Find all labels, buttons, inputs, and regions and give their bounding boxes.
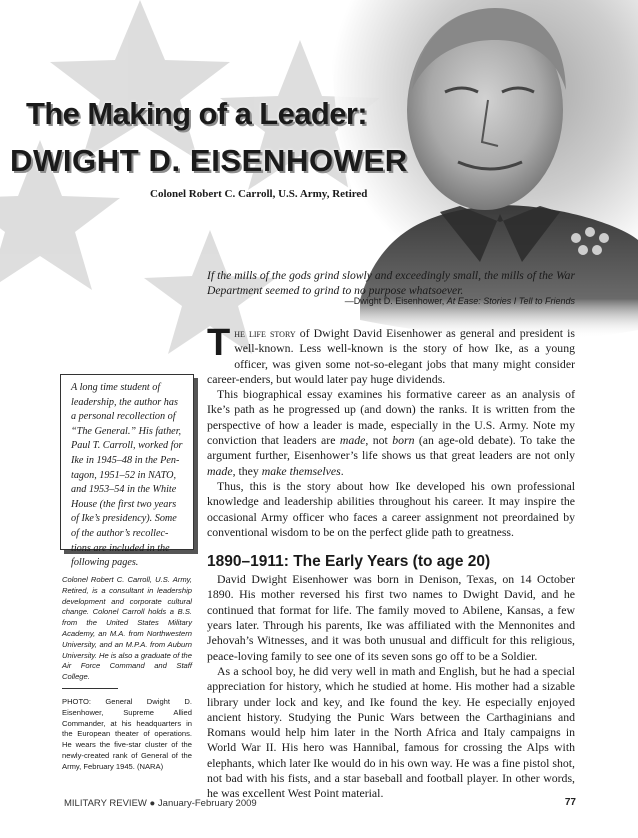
- footer-journal-info: [64, 798, 257, 809]
- sidebox-line: tagon, 1951–52 in NATO,: [71, 469, 176, 481]
- sidebox-line: tions are included in the: [71, 542, 170, 554]
- epigraph-attribution: [207, 296, 575, 306]
- lead-in-smallcaps: he life story: [234, 326, 296, 340]
- sidebox-line: of the author’s recollec-: [71, 527, 169, 539]
- page-number: 77: [564, 797, 576, 808]
- paragraph-2-text: (an age-old debate). To take the argument further, Eisenhower’s life shows us that great leaders are not only: [207, 433, 575, 463]
- sidebox-line: leadership, the author has: [71, 396, 178, 408]
- epigraph-attribution-prefix: —Dwight D. Eisenhower,: [344, 296, 447, 306]
- emphasis-born: born: [392, 433, 415, 448]
- paragraph-2-text: .: [340, 463, 344, 478]
- footer-bullet: ●: [149, 798, 156, 809]
- photo-caption: PHOTO: General Dwight D. Eisenhower, Supreme Allied Commander, at his headquarters in the European theater of operations. He wears the five-star cluster of the newly-created rank of General of the Army, February 1945. (NARA): [62, 697, 192, 771]
- article-title-line1: The Making of a Leader:: [26, 96, 368, 131]
- epigraph-source-title: At Ease: Stories I Tell to Friends: [446, 296, 575, 306]
- sidebox-line: a personal recollection of: [71, 411, 176, 423]
- paragraph-2-text: , they: [232, 463, 262, 478]
- sidebox-line: House (the first two years: [71, 498, 177, 510]
- sidebox-line: A long time student of: [71, 382, 161, 393]
- sidebox-line: and 1953–54 in the White: [71, 484, 177, 496]
- body-paragraph-2: [207, 387, 575, 479]
- paragraph-2-text: , not: [365, 433, 393, 448]
- author-sidebox: [60, 374, 194, 569]
- emphasis-made: made: [339, 433, 366, 448]
- body-paragraph-1: [207, 322, 575, 387]
- issue-date: January-February 2009: [157, 798, 257, 809]
- paragraph-1-text: of Dwight David Eisenhower as general and president is well-known. Less well-known is the story of how Ike, as a young officer, was given some not-so-elegant jobs that many might consider career-enders, but would later pay huge dividends.: [207, 326, 575, 386]
- author-credit: Colonel Robert C. Carroll, U.S. Army, Retired, is a consultant in leadership development and corporate cultural change. Colonel Carroll holds a B.S. from the United States Military Academy, an M.A. from Northwestern University, and an M.P.A. from Auburn University. He is also a graduate of the Air Force Command and Staff College.: [62, 575, 192, 682]
- sidebox-line: of Ike’s presidency). Some: [71, 513, 177, 525]
- journal-name: MILITARY REVIEW: [64, 798, 147, 809]
- sidebox-line: “The General.” His father,: [71, 425, 182, 437]
- sidebox-line: Paul T. Carroll, worked for: [71, 440, 183, 452]
- emphasis-make-themselves: make themselves: [261, 463, 341, 478]
- author-byline: Colonel Robert C. Carroll, U.S. Army, Retired: [150, 188, 368, 200]
- article-title-line2: DWIGHT D. EISENHOWER: [10, 143, 408, 178]
- drop-cap: T: [207, 322, 231, 364]
- body-paragraph-5: As a school boy, he did very well in math and English, but he had a special appreciation for history, which he studied at home. His mother had a sizable library under lock and key, and Ike found the key. He especially enjoyed ancient history. Studying the Punic Wars between the Carthaginians and Romans would help him later in the North Africa and Italy campaigns in World War II. His hero was Hannibal, famous for crossing the Alps with elephants, which later Ike would do in his own way. He was a fine pistol shot, not bad with his fists, and a star baseball and football player. In other words, he was excellent West Point material.: [207, 663, 575, 801]
- caption-divider: [62, 688, 118, 689]
- sidebox-line: Ike in 1945–48 in the Pen-: [71, 454, 180, 466]
- epigraph-quote: If the mills of the gods grind slowly and exceedingly small, the mills of the War Department seemed to grind to no purpose whatsoever.: [207, 269, 575, 297]
- section-heading: 1890–1911: The Early Years (to age 20): [207, 553, 491, 571]
- paragraph-2-text: This biographical essay examines his formative career as an analysis of Ike’s path as he progressed up (and down) the ranks. It is written from the perspective of how a leader is made, especially in the U.S. Army. Note my conviction that leaders are: [207, 387, 575, 448]
- emphasis-made: made: [207, 463, 233, 478]
- sidebox-line: following pages.: [71, 557, 139, 569]
- article-body: [207, 322, 575, 802]
- body-paragraph-3: Thus, this is the story about how Ike developed his own professional knowledge and leadership abilities throughout his career. It may inspire the occasional Army officer who faces a career assignment not preordained by conventional wisdom to be on the perfect glide path to greatness.: [207, 478, 575, 539]
- body-paragraph-4: David Dwight Eisenhower was born in Denison, Texas, on 14 October 1890. His mother reversed his first two names to Dwight David, and he continued that format for life. The family moved to Abilene, Kansas, a few years later. Through his parents, Ike was affiliated with the Mennonites and Jehovah’s Witnesses, and it was both unusual and difficult for this religious, peace-loving family to see one of its seven sons go off to be a Soldier.: [207, 572, 575, 663]
